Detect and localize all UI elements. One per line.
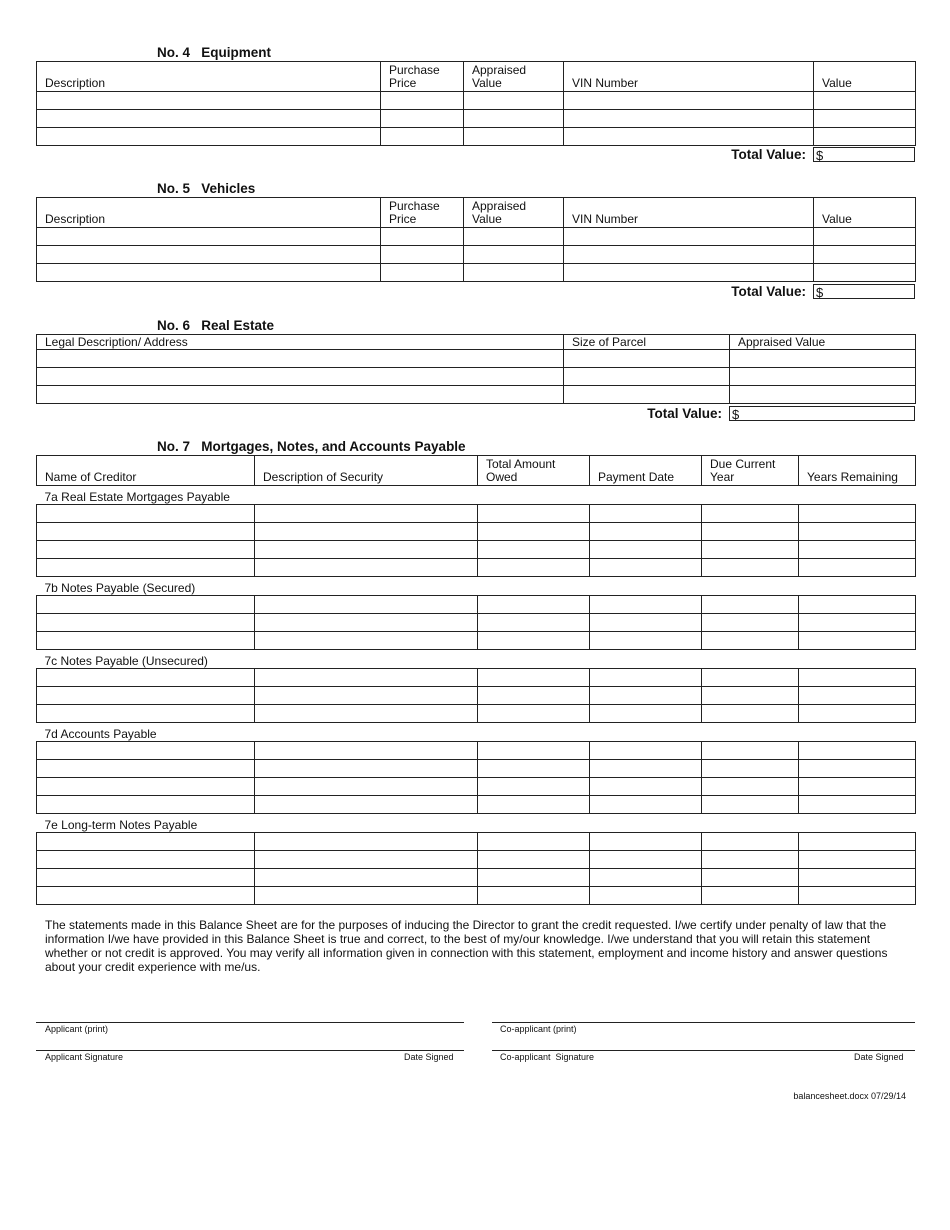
mortgages-table <box>36 455 916 905</box>
table-row[interactable] <box>37 505 916 523</box>
table-row[interactable] <box>37 386 916 404</box>
table-row[interactable] <box>37 851 916 869</box>
table-row[interactable] <box>37 614 916 632</box>
group-label-7d: 7d Accounts Payable <box>44 727 157 741</box>
real-estate-table <box>36 334 916 404</box>
table-row[interactable] <box>37 687 916 705</box>
vehicles-col-vin: VIN Number <box>564 198 814 228</box>
vehicles-table <box>36 197 916 282</box>
mortgages-col-description-of-security: Description of Security <box>255 456 478 486</box>
coapplicant-signature-label: Co-applicant Signature <box>500 1052 595 1062</box>
equipment-title: No. 4 Equipment <box>157 45 272 60</box>
table-row[interactable] <box>37 760 916 778</box>
table-row[interactable] <box>37 110 916 128</box>
applicant-date-signed-label: Date Signed <box>404 1052 454 1062</box>
mortgages-col-payment-date: Payment Date <box>590 456 702 486</box>
mortgages-title: No. 7 Mortgages, Notes, and Accounts Payable <box>157 439 466 454</box>
coapplicant-print-label: Co-applicant (print) <box>500 1024 577 1034</box>
equipment-total-field[interactable]: $ <box>813 147 915 162</box>
table-row[interactable] <box>37 669 916 687</box>
table-row[interactable] <box>37 368 916 386</box>
table-row[interactable] <box>37 523 916 541</box>
table-row[interactable] <box>37 887 916 905</box>
vehicles-col-description: Description <box>37 198 381 228</box>
applicant-signature-line[interactable] <box>36 1050 464 1051</box>
table-row[interactable] <box>37 264 916 282</box>
table-row[interactable] <box>37 705 916 723</box>
vehicles-total-field[interactable]: $ <box>813 284 915 299</box>
mortgages-col-due-current-year: Due Current Year <box>702 456 799 486</box>
real-estate-col-legal-description: Legal Description/ Address <box>37 335 564 350</box>
equipment-col-description: Description <box>37 62 381 92</box>
mortgages-col-total-amount-owed: Total Amount Owed <box>478 456 590 486</box>
vehicles-col-value: Value <box>814 198 916 228</box>
vehicles-col-purchase-price: Purchase Price <box>381 198 464 228</box>
table-row[interactable] <box>37 92 916 110</box>
mortgages-col-years-remaining: Years Remaining <box>799 456 916 486</box>
equipment-table <box>36 61 916 146</box>
coapplicant-print-line[interactable] <box>492 1022 915 1023</box>
table-row[interactable] <box>37 596 916 614</box>
table-row[interactable] <box>37 833 916 851</box>
group-label-7c: 7c Notes Payable (Unsecured) <box>44 654 208 668</box>
table-row[interactable] <box>37 742 916 760</box>
coapplicant-date-signed-label: Date Signed <box>854 1052 904 1062</box>
table-row[interactable] <box>37 559 916 577</box>
table-row[interactable] <box>37 228 916 246</box>
real-estate-total-field[interactable]: $ <box>729 406 915 421</box>
applicant-print-line[interactable] <box>36 1022 464 1023</box>
table-row[interactable] <box>37 796 916 814</box>
applicant-print-label: Applicant (print) <box>45 1024 109 1034</box>
table-row[interactable] <box>37 632 916 650</box>
table-row[interactable] <box>37 350 916 368</box>
group-label-7e: 7e Long-term Notes Payable <box>44 818 198 832</box>
equipment-col-value: Value <box>814 62 916 92</box>
document-footer: balancesheet.docx 07/29/14 <box>793 1091 906 1101</box>
real-estate-total-label: Total Value: <box>647 406 722 421</box>
table-row[interactable] <box>37 778 916 796</box>
coapplicant-signature-line[interactable] <box>492 1050 915 1051</box>
table-row[interactable] <box>37 246 916 264</box>
table-row[interactable] <box>37 541 916 559</box>
table-row[interactable] <box>37 869 916 887</box>
vehicles-total-label: Total Value: <box>731 284 806 299</box>
table-row[interactable] <box>37 128 916 146</box>
mortgages-col-name-of-creditor: Name of Creditor <box>37 456 255 486</box>
real-estate-title: No. 6 Real Estate <box>157 318 275 333</box>
equipment-col-appraised-value: Appraised Value <box>464 62 564 92</box>
equipment-col-vin: VIN Number <box>564 62 814 92</box>
group-label-7a: 7a Real Estate Mortgages Payable <box>44 490 230 504</box>
equipment-total-label: Total Value: <box>731 147 806 162</box>
vehicles-title: No. 5 Vehicles <box>157 181 256 196</box>
real-estate-col-size-of-parcel: Size of Parcel <box>564 335 730 350</box>
equipment-col-purchase-price: Purchase Price <box>381 62 464 92</box>
certification-statement: The statements made in this Balance Sheet are for the purposes of inducing the Director to grant the credit requested. I/we certify under penalty of law that the information I/we have provided in this Balance Sheet is true and correct, to the best of my/our knowledge. I/we understand that you will retain this statement whether or not credit is approved. You may verify all information given in connection with this statement, employment and income history and answer questions about your credit experience with me/us. <box>45 918 888 974</box>
applicant-signature-label: Applicant Signature <box>45 1052 124 1062</box>
real-estate-col-appraised-value: Appraised Value <box>730 335 916 350</box>
vehicles-col-appraised-value: Appraised Value <box>464 198 564 228</box>
group-label-7b: 7b Notes Payable (Secured) <box>44 581 196 595</box>
